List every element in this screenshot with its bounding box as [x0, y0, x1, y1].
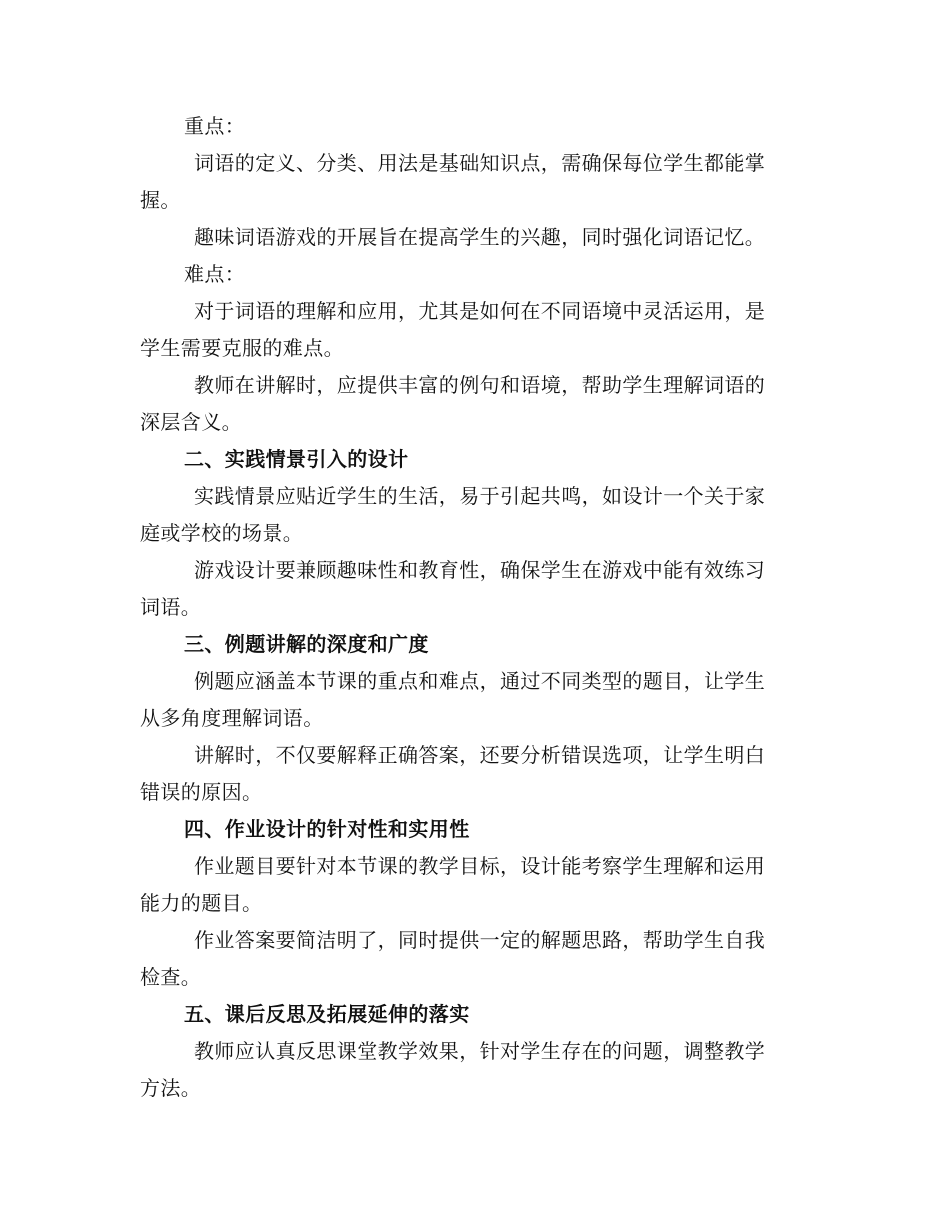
- paragraph-line: 检查。: [140, 965, 202, 989]
- key-points-label: 重点：: [184, 114, 246, 138]
- paragraph-line: 庭或学校的场景。: [140, 521, 304, 545]
- paragraph-line: 词语。: [140, 595, 202, 619]
- paragraph-line: 作业答案要简洁明了，同时提供一定的解题思路，帮助学生自我: [194, 928, 766, 952]
- section-heading: 三、例题讲解的深度和广度: [184, 632, 429, 656]
- paragraph-line: 讲解时，不仅要解释正确答案，还要分析错误选项，让学生明白: [194, 743, 766, 767]
- section-heading: 二、实践情景引入的设计: [184, 447, 409, 471]
- paragraph-line: 错误的原因。: [140, 780, 263, 804]
- paragraph-line: 深层含义。: [140, 410, 242, 434]
- paragraph-line: 例题应涵盖本节课的重点和难点，通过不同类型的题目，让学生: [194, 669, 766, 693]
- section-heading: 五、课后反思及拓展延伸的落实: [184, 1002, 470, 1026]
- paragraph-line: 游戏设计要兼顾趣味性和教育性，确保学生在游戏中能有效练习: [194, 558, 766, 582]
- paragraph-line: 握。: [140, 188, 181, 212]
- paragraph-line: 从多角度理解词语。: [140, 706, 324, 730]
- paragraph-line: 能力的题目。: [140, 891, 263, 915]
- difficult-points-label: 难点：: [184, 262, 246, 286]
- paragraph-line: 实践情景应贴近学生的生活，易于引起共鸣，如设计一个关于家: [194, 484, 766, 508]
- paragraph-line: 学生需要克服的难点。: [140, 336, 344, 360]
- paragraph-line: 趣味词语游戏的开展旨在提高学生的兴趣，同时强化词语记忆。: [194, 225, 766, 249]
- paragraph-line: 对于词语的理解和应用，尤其是如何在不同语境中灵活运用，是: [194, 299, 766, 323]
- paragraph-line: 教师在讲解时，应提供丰富的例句和语境，帮助学生理解词语的: [194, 373, 766, 397]
- paragraph-line: 教师应认真反思课堂教学效果，针对学生存在的问题，调整教学: [194, 1039, 766, 1063]
- paragraph-line: 词语的定义、分类、用法是基础知识点，需确保每位学生都能掌: [194, 151, 766, 175]
- paragraph-line: 作业题目要针对本节课的教学目标，设计能考察学生理解和运用: [194, 854, 766, 878]
- paragraph-line: 方法。: [140, 1076, 202, 1100]
- document-page: [140, 108, 804, 1107]
- section-heading: 四、作业设计的针对性和实用性: [184, 817, 470, 841]
